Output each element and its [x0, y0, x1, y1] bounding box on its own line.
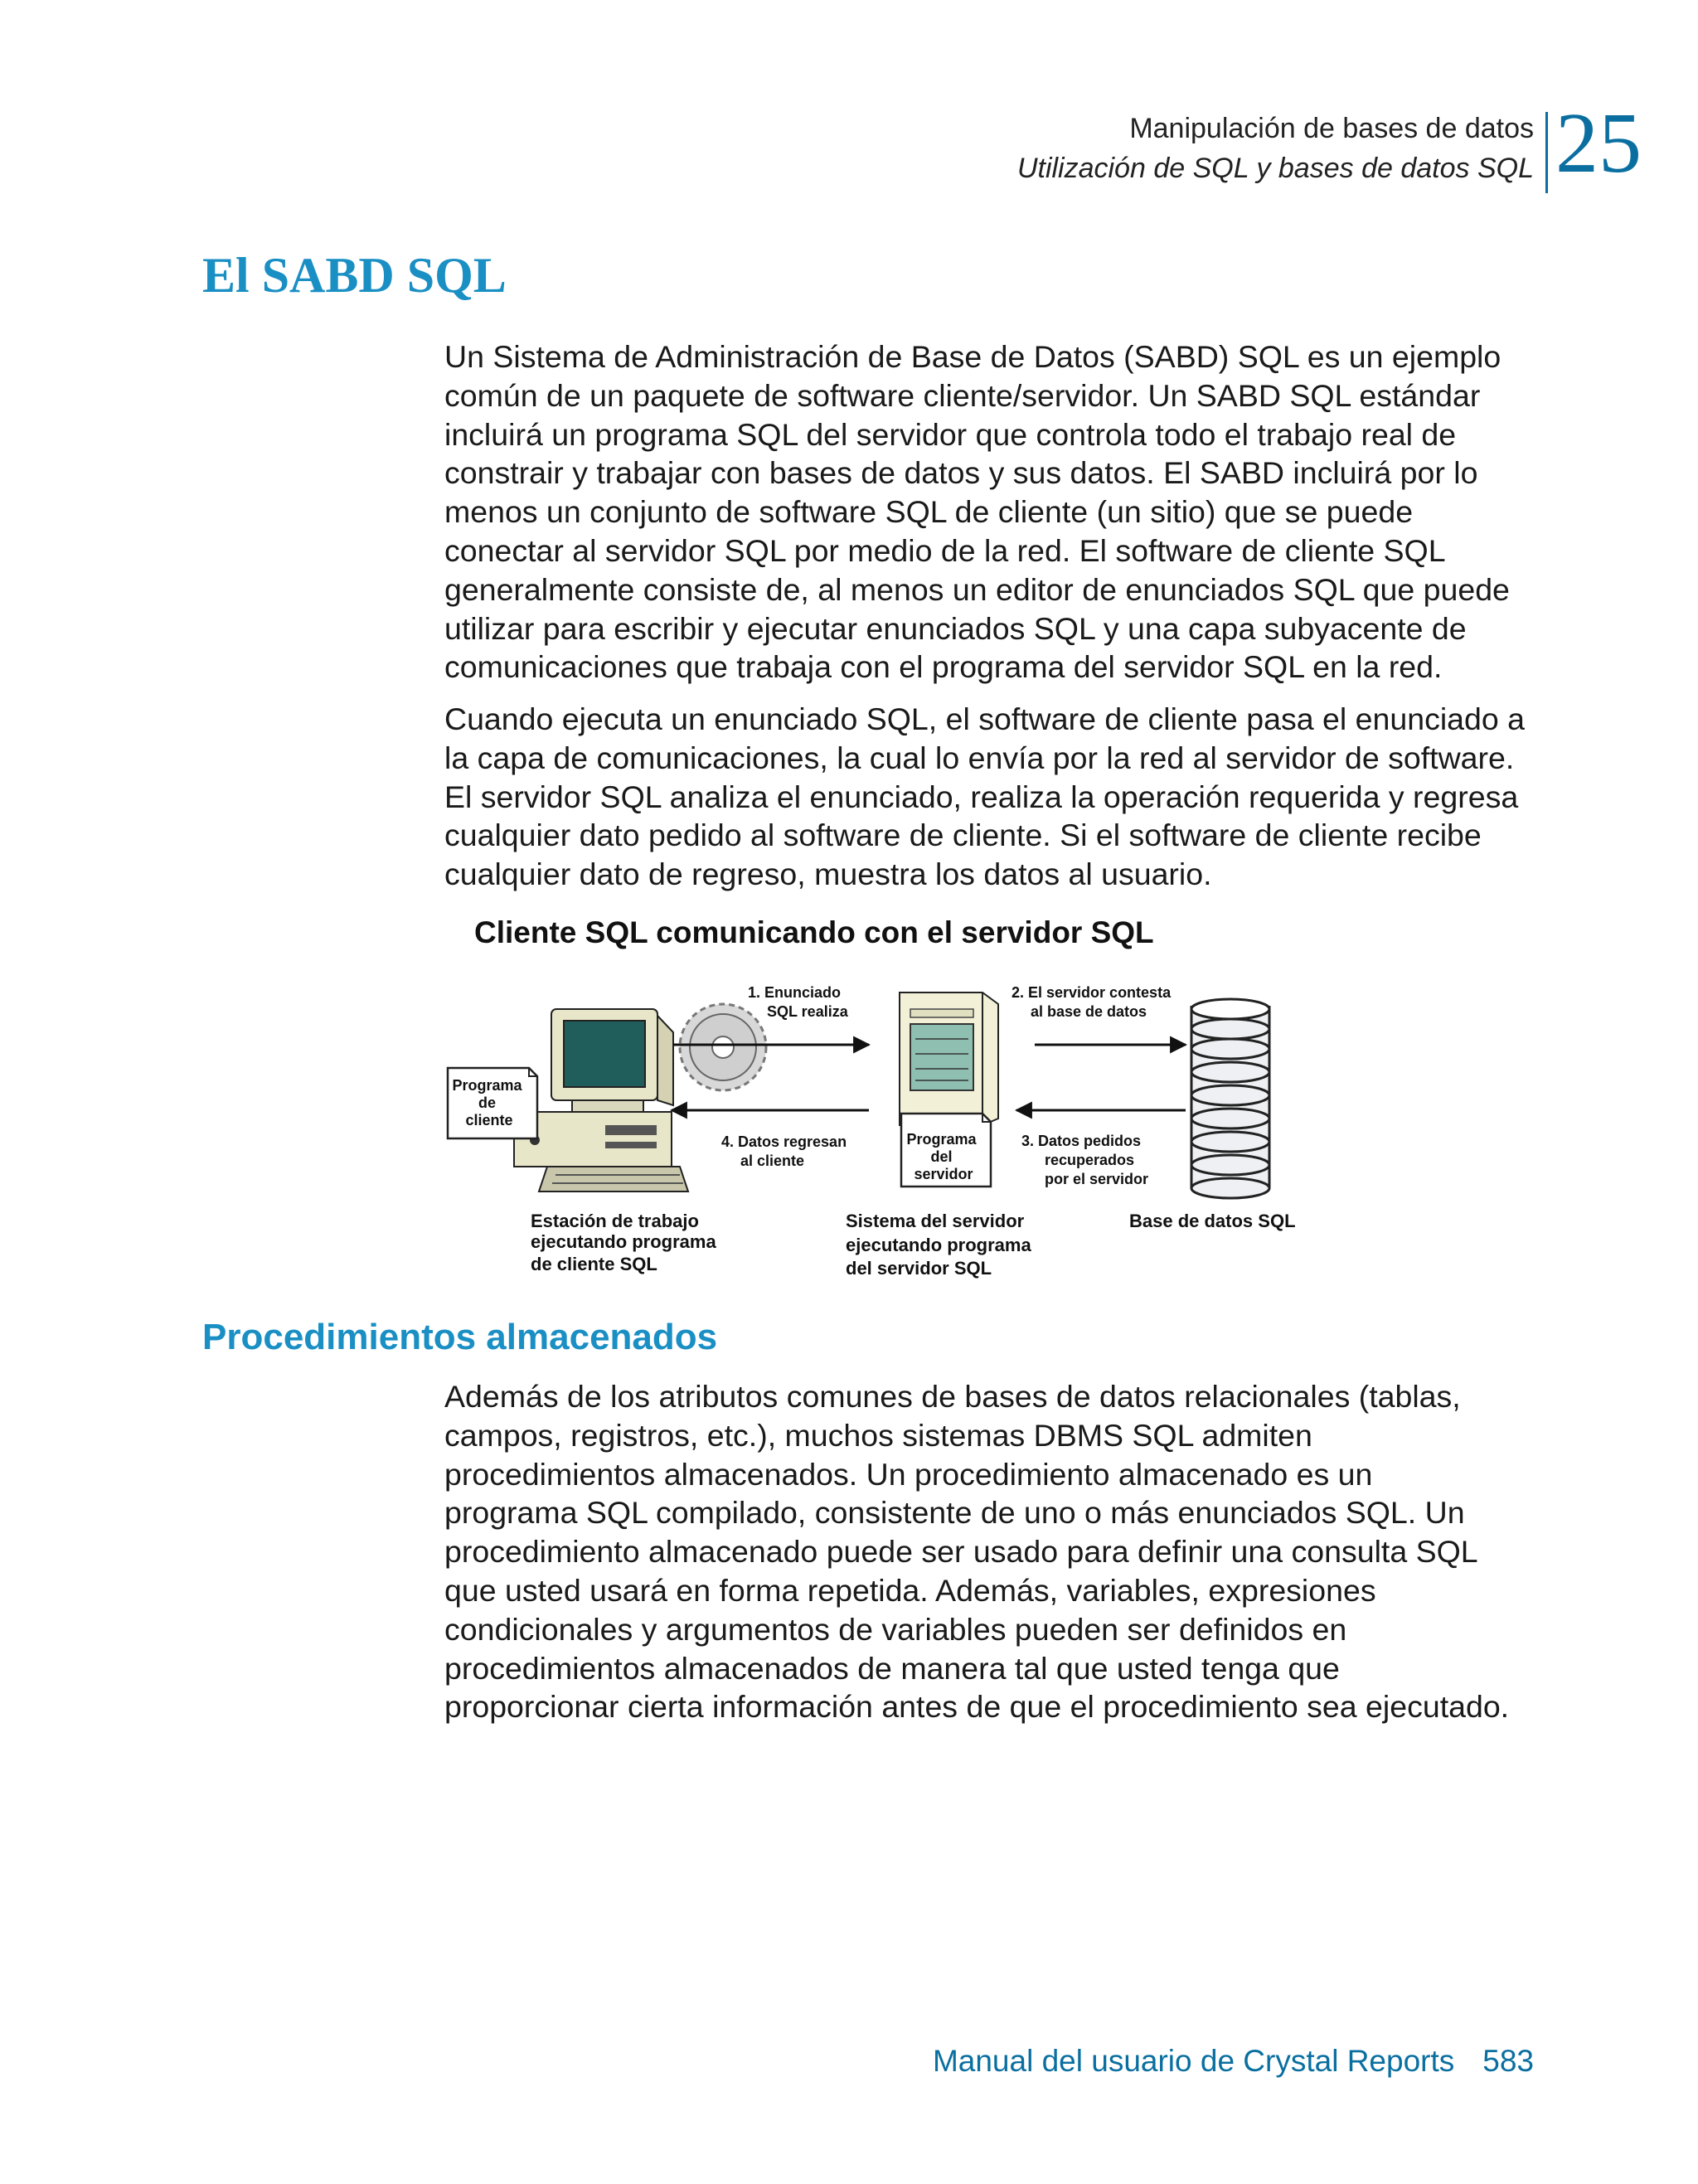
text-line: procedimientos almacenados de manera tal que usted tenga que: [444, 1650, 1340, 1686]
step4-label: 4. Datos regresan al cliente: [721, 1133, 847, 1169]
text-line: campos, registros, etc.), muchos sistemas DBMS SQL admiten: [444, 1417, 1312, 1453]
paragraph-stored-procedures: [444, 1377, 1547, 1726]
text-line: El servidor SQL analiza el enunciado, realiza la operación requerida y regresa: [444, 779, 1519, 814]
page-footer: [933, 2044, 1534, 2079]
text-line: común de un paquete de software cliente/servidor. Un SABD SQL estándar: [444, 377, 1481, 413]
server-tower-icon: [900, 993, 998, 1125]
client-server-diagram: [431, 908, 1360, 1298]
paragraph-sabd-intro: [444, 337, 1547, 687]
caption-client: Estación de trabajo ejecutando programa de cliente SQL: [531, 1211, 716, 1274]
text-line: la capa de comunicaciones, la cual lo envía por la red al servidor de software.: [444, 740, 1515, 775]
text-line: Cuando ejecuta un enunciado SQL, el software de cliente pasa el enunciado a: [444, 701, 1525, 736]
running-header: [788, 109, 1534, 188]
client-computer-icon: [514, 1009, 688, 1191]
text-line: constrair y trabajar con bases de datos y sus datos. El SABD incluirá por lo: [444, 455, 1478, 491]
step1-label: 1. Enunciado SQL realiza: [748, 984, 848, 1020]
header-divider: [1545, 112, 1548, 193]
running-header-subsection: Utilización de SQL y bases de datos SQL: [1016, 153, 1534, 184]
database-icon: [1191, 999, 1269, 1198]
client-program-label: Programa de cliente: [452, 1077, 522, 1128]
text-line: procedimientos almacenados. Un procedimiento almacenado es un: [444, 1456, 1373, 1492]
text-line: procedimiento almacenado puede ser usado para definir una consulta SQL: [444, 1534, 1478, 1570]
text-line: Un Sistema de Administración de Base de Datos (SABD) SQL es un ejemplo: [444, 339, 1502, 374]
step2-label: 2. El servidor contesta al base de datos: [1012, 984, 1172, 1020]
paragraph-sql-execution: [444, 700, 1547, 894]
footer-title: Manual del usuario de Crystal Reports: [932, 2044, 1455, 2078]
text-line: incluirá un programa SQL del servidor que controla todo el trabajo real de: [444, 416, 1457, 452]
gear-icon: [680, 1004, 766, 1090]
running-header-section: Manipulación de bases de datos: [1129, 113, 1534, 144]
section-heading: El SABD SQL: [202, 248, 507, 303]
subsection-heading: Procedimientos almacenados: [202, 1317, 718, 1357]
text-line: Además de los atributos comunes de bases de datos relacionales (tablas,: [444, 1379, 1461, 1414]
step3-label: 3. Datos pedidos recuperados por el servidor: [1021, 1133, 1149, 1187]
text-line: comunicaciones que trabaja con el programa del servidor SQL en la red.: [444, 649, 1443, 685]
server-program-label: Programa del servidor: [906, 1131, 977, 1182]
text-line: conectar al servidor SQL por medio de la red. El software de cliente SQL: [444, 532, 1446, 568]
page-number: 583: [1482, 2044, 1534, 2078]
text-line: utilizar para escribir y ejecutar enunciados SQL y una capa subyacente de: [444, 610, 1467, 646]
caption-database: Base de datos SQL: [1129, 1211, 1296, 1231]
text-line: condicionales y argumentos de variables pueden ser definidos en: [444, 1611, 1347, 1647]
text-line: cualquier dato pedido al software de cliente. Si el software de cliente recibe: [444, 818, 1482, 853]
text-line: proporcionar cierta información antes de que el procedimiento sea ejecutado.: [444, 1689, 1510, 1725]
text-line: programa SQL compilado, consistente de uno o más enunciados SQL. Un: [444, 1495, 1465, 1531]
text-line: cualquier dato de regreso, muestra los datos al usuario.: [444, 857, 1212, 892]
chapter-number: 25: [1555, 95, 1642, 191]
diagram-title: Cliente SQL comunicando con el servidor SQL: [474, 915, 1154, 949]
text-line: que usted usará en forma repetida. Además, variables, expresiones: [444, 1572, 1376, 1608]
caption-server: Sistema del servidor ejecutando programa del servidor SQL: [846, 1211, 1031, 1279]
text-line: menos un conjunto de software SQL de cliente (un sitio) que se puede: [444, 494, 1414, 530]
text-line: generalmente consiste de, al menos un editor de enunciados SQL que puede: [444, 571, 1510, 607]
